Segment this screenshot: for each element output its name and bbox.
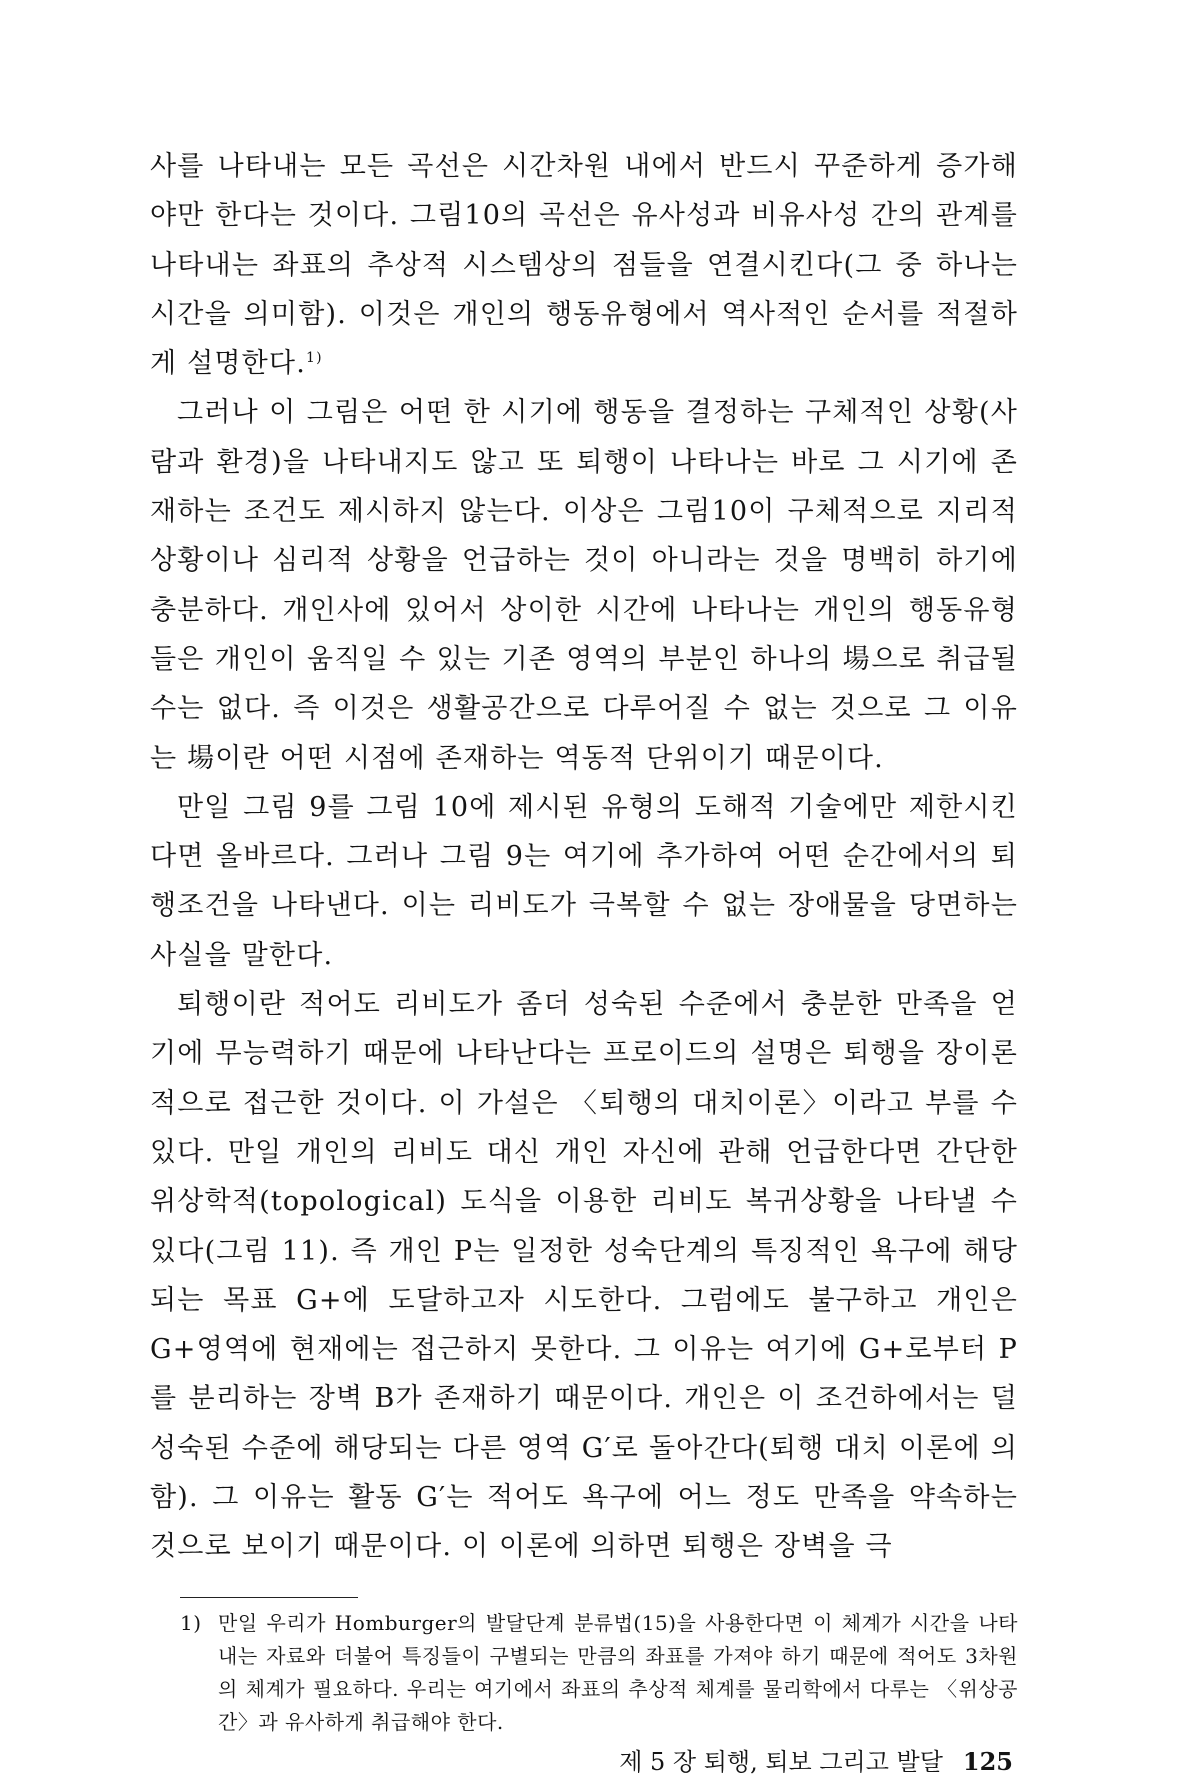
footnote-divider: [180, 1597, 358, 1598]
paragraph-4: 퇴행이란 적어도 리비도가 좀더 성숙된 수준에서 충분한 만족을 얻기에 무능력하기 때문에 나타난다는 프로이드의 설명은 퇴행을 장이론적으로 접근한 것이다. 이 가설은 〈퇴행의 대치이론〉이라고 부를 수 있다. 만일 개인의 리비도 대신 개인 자신에 관해 언급한다면 간단한 위상학적(topological) 도식을 이용한 리비도 복귀상황을 나타낼 수 있다(그림 11). 즉 개인 P는 일정한 성숙단계의 특징적인 욕구에 해당되는 목표 G+에 도달하고자 시도한다. 그럼에도 불구하고 개인은 G+영역에 현재에는 접근하지 못한다. 그 이유는 여기에 G+로부터 P를 분리하는 장벽 B가 존재하기 때문이다. 개인은 이 조건하에서는 덜 성숙된 수준에 해당되는 다른 영역 G′로 돌아간다(퇴행 대치 이론에 의함). 그 이유는 활동 G′는 적어도 욕구에 어느 정도 만족을 약속하는 것으로 보이기 때문이다. 이 이론에 의하면 퇴행은 장벽을 극: [150, 989, 1018, 1563]
paragraph-3: 만일 그림 9를 그림 10에 제시된 유형의 도해적 기술에만 제한시킨다면 올바르다. 그러나 그림 9는 여기에 추가하여 어떤 순간에서의 퇴행조건을 나타낸다. 이는 리비도가 극복할 수 없는 장애물을 당면하는 사실을 말한다.: [150, 791, 1018, 971]
paragraph-1: [150, 142, 1018, 388]
body-text: [150, 142, 1018, 1572]
paragraph-2: 그러나 이 그림은 어떤 한 시기에 행동을 결정하는 구체적인 상황(사람과 환경)을 나타내지도 않고 또 퇴행이 나타나는 바로 그 시기에 존재하는 조건도 제시하지 않는다. 이상은 그림10이 구체적으로 지리적 상황이나 심리적 상황을 언급하는 것이 아니라는 것을 명백히 하기에 충분하다. 개인사에 있어서 상이한 시간에 나타나는 개인의 행동유형들은 개인이 움직일 수 있는 기존 영역의 부분인 하나의 場으로 취급될 수는 없다. 즉 이것은 생활공간으로 다루어질 수 없는 것으로 그 이유는 場이란 어떤 시점에 존재하는 역동적 단위이기 때문이다.: [150, 397, 1018, 774]
chapter-title: 제 5 장 퇴행, 퇴보 그리고 발달: [619, 1748, 943, 1776]
paragraph-1-text: 사를 나타내는 모든 곡선은 시간차원 내에서 반드시 꾸준하게 증가해야만 한다는 것이다. 그림10의 곡선은 유사성과 비유사성 간의 관계를 나타내는 좌표의 추상적 시스템상의 점들을 연결시킨다(그 중 하나는 시간을 의미함). 이것은 개인의 행동유형에서 역사적인 순서를 적절하게 설명한다.: [150, 151, 1018, 380]
page-number: 125: [962, 1747, 1013, 1776]
running-footer: [619, 1742, 1013, 1777]
footnote-reference: 1): [305, 350, 323, 367]
footnote-text: 만일 우리가 Homburger의 발달단계 분류법(15)을 사용한다면 이 체계가 시간을 나타내는 자료와 더불어 특징들이 구별되는 만큼의 좌표를 가져야 하기 때문에 적어도 3차원의 체계가 필요하다. 우리는 여기에서 좌표의 추상적 체계를 물리학에서 다루는 〈위상공간〉과 유사하게 취급해야 한다.: [218, 1611, 1018, 1734]
footnote-marker: 1): [180, 1611, 202, 1635]
footnote: [180, 1607, 1018, 1739]
